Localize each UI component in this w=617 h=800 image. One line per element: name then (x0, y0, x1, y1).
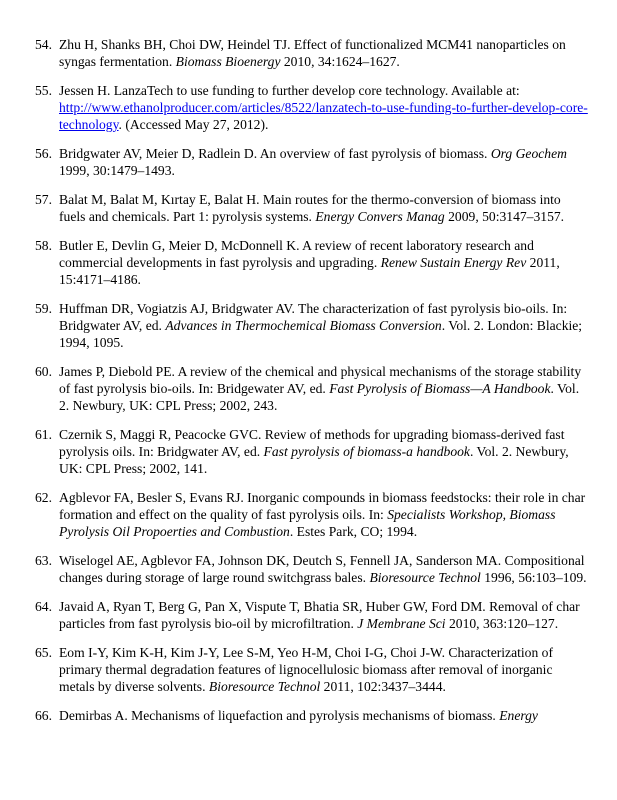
reference-item (0, 707, 617, 724)
reference-segment: . Vol. 2. London: Blackie; 1994, 1095. (59, 318, 583, 350)
reference-segment: Wiselogel AE, Agblevor FA, Johnson DK, Deutch S, Fennell JA, Sanderson MA. Compositional changes during storage of large round switchgrass bales. (59, 553, 585, 585)
reference-text (59, 82, 589, 133)
reference-text (59, 426, 589, 477)
journal-title: Biomass Bioenergy (175, 54, 281, 69)
reference-segment: Jessen H. LanzaTech to use funding to further develop core technology. Available at: (59, 83, 520, 98)
reference-segment: 2011, 102:3437–3444. (320, 679, 446, 694)
reference-item (0, 552, 617, 586)
journal-title: Specialists Workshop, Biomass Pyrolysis Oil Propoerties and Combustion (59, 507, 556, 539)
journal-title: Renew Sustain Energy Rev (380, 255, 527, 270)
reference-segment: James P, Diebold PE. A review of the chemical and physical mechanisms of the storage stability of fast pyrolysis bio-oils. In: Bridgewater AV, ed. (59, 364, 582, 396)
reference-number: 56. (35, 146, 52, 161)
reference-segment: 2009, 50:3147–3157. (444, 209, 565, 224)
reference-text (59, 145, 589, 179)
reference-item (0, 300, 617, 351)
reference-number: 66. (35, 708, 52, 723)
reference-text (59, 489, 589, 540)
reference-segment: . (Accessed May 27, 2012). (118, 117, 269, 132)
reference-segment: Zhu H, Shanks BH, Choi DW, Heindel TJ. Effect of functionalized MCM41 nanoparticles on syngas fermentation. (59, 37, 566, 69)
reference-text (59, 644, 589, 695)
reference-segment: Huffman DR, Vogiatzis AJ, Bridgwater AV. The characterization of fast pyrolysis bio-oils. In: Bridgwater AV, ed. (59, 301, 568, 333)
reference-segment: 2010, 34:1624–1627. (280, 54, 400, 69)
reference-number: 55. (35, 83, 52, 98)
reference-number: 64. (35, 599, 52, 614)
reference-list (0, 36, 617, 736)
reference-text (59, 707, 589, 724)
journal-title: Fast Pyrolysis of Biomass—A Handbook (329, 381, 551, 396)
reference-segment: 2010, 363:120–127. (445, 616, 559, 631)
reference-number: 63. (35, 553, 52, 568)
journal-title: Fast pyrolysis of biomass-a handbook (263, 444, 470, 459)
reference-segment: . Vol. 2. Newbury, UK: CPL Press; 2002, 141. (59, 444, 569, 476)
reference-segment: Balat M, Balat M, Kırtay E, Balat H. Main routes for the thermo-conversion of biomass into fuels and chemicals. Part 1: pyrolysis systems. (59, 192, 561, 224)
journal-title: Energy Convers Manag (315, 209, 445, 224)
reference-text (59, 191, 589, 225)
reference-segment: Eom I-Y, Kim K-H, Kim J-Y, Lee S-M, Yeo H-M, Choi I-G, Choi J-W. Characterization of primary thermal degradation features of lignocellulosic biomass after removal of inorganic metals by diverse solvents. (59, 645, 553, 694)
reference-number: 62. (35, 490, 52, 505)
reference-item (0, 426, 617, 477)
reference-text (59, 300, 589, 351)
journal-title: J Membrane Sci (357, 616, 446, 631)
reference-number: 65. (35, 645, 52, 660)
reference-item (0, 644, 617, 695)
reference-segment: Bridgwater AV, Meier D, Radlein D. An overview of fast pyrolysis of biomass. (59, 146, 491, 161)
reference-number: 58. (35, 238, 52, 253)
reference-text (59, 552, 589, 586)
reference-segment: Demirbas A. Mechanisms of liquefaction and pyrolysis mechanisms of biomass. (59, 708, 500, 723)
reference-item (0, 191, 617, 225)
reference-number: 57. (35, 192, 52, 207)
reference-item (0, 237, 617, 288)
reference-segment: 2011, 15:4171–4186. (59, 255, 560, 287)
reference-item (0, 36, 617, 70)
journal-title: Bioresource Technol (369, 570, 481, 585)
reference-text (59, 598, 589, 632)
journal-title: Energy (499, 708, 538, 723)
reference-number: 54. (35, 37, 52, 52)
reference-segment: Agblevor FA, Besler S, Evans RJ. Inorganic compounds in biomass feedstocks: their role in char formation and effect on the quality of fast pyrolysis oils. In: (59, 490, 586, 522)
reference-item (0, 489, 617, 540)
reference-text (59, 363, 589, 414)
reference-item (0, 82, 617, 133)
reference-number: 61. (35, 427, 52, 442)
reference-segment: Javaid A, Ryan T, Berg G, Pan X, Vispute T, Bhatia SR, Huber GW, Ford DM. Removal of char particles from fast pyrolysis bio-oil by microfiltration. (59, 599, 580, 631)
reference-segment: Czernik S, Maggi R, Peacocke GVC. Review of methods for upgrading biomass-derived fast pyrolysis oils. In: Bridgwater AV, ed. (59, 427, 565, 459)
reference-text (59, 237, 589, 288)
reference-segment: 1999, 30:1479–1493. (59, 163, 175, 178)
reference-number: 60. (35, 364, 52, 379)
reference-segment: 1996, 56:103–109. (480, 570, 587, 585)
reference-link[interactable]: http://www.ethanolproducer.com/articles/8522/lanzatech-to-use-funding-to-further-develop-core-technology (59, 100, 588, 132)
journal-title: Bioresource Technol (208, 679, 321, 694)
reference-segment: Butler E, Devlin G, Meier D, McDonnell K. A review of recent laboratory research and commercial developments in fast pyrolysis and upgrading. (59, 238, 534, 270)
reference-item (0, 145, 617, 179)
reference-number: 59. (35, 301, 52, 316)
reference-item (0, 363, 617, 414)
reference-text (59, 36, 589, 70)
journal-title: Advances in Thermochemical Biomass Conversion (165, 318, 442, 333)
reference-segment: . Vol. 2. Newbury, UK: CPL Press; 2002, 243. (59, 381, 580, 413)
reference-segment: . Estes Park, CO; 1994. (289, 524, 418, 539)
reference-item (0, 598, 617, 632)
journal-title: Org Geochem (490, 146, 567, 161)
